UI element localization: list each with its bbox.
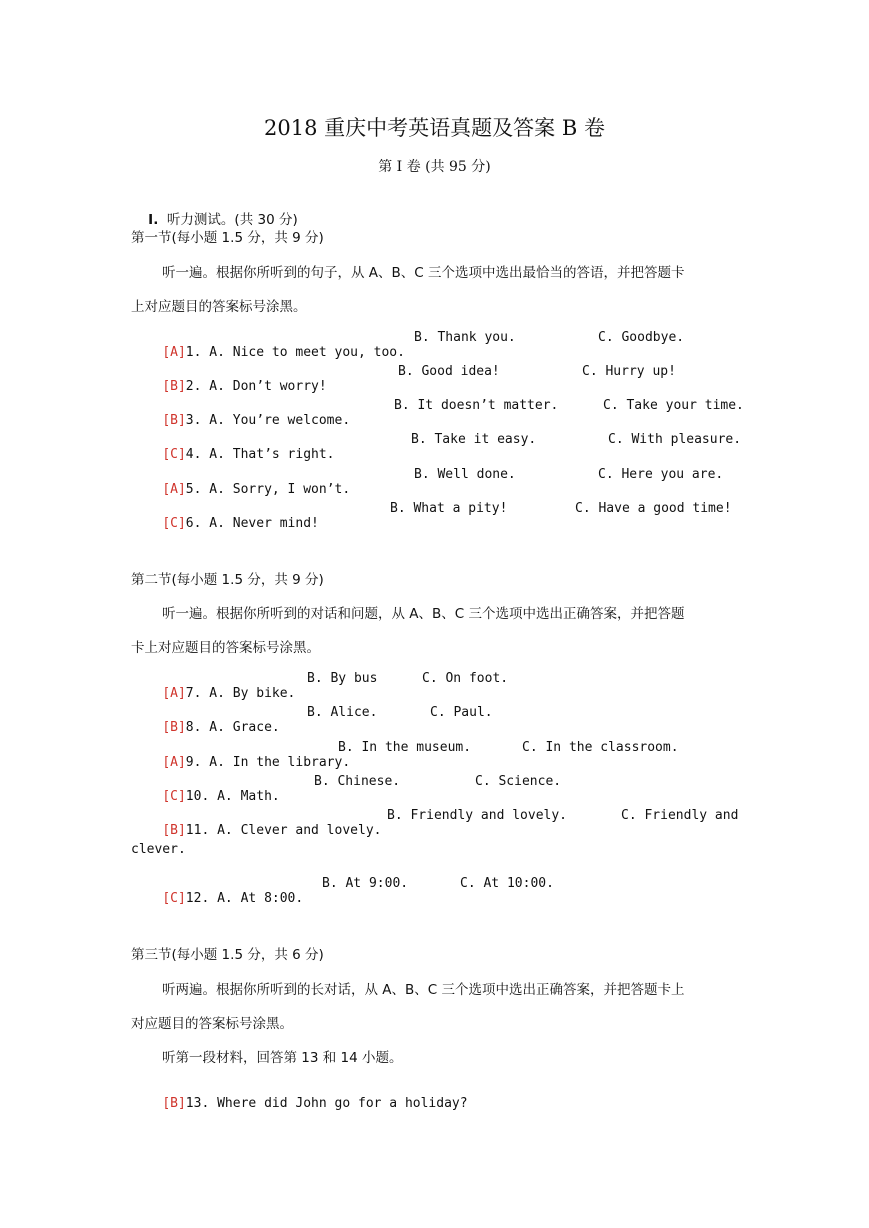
option-b: B. Chinese.	[314, 774, 401, 789]
option-a: A. Don’t worry!	[209, 379, 327, 394]
option-a: A. That’s right.	[209, 447, 335, 462]
option-a: A. Clever and lovely.	[217, 823, 382, 838]
section3-instruction-line2: 对应题目的答案标号涂黑。	[131, 1016, 293, 1032]
section3-sub-instruction: 听第一段材料，回答第 13 和 14 小题。	[162, 1050, 403, 1066]
question-number: 5.	[185, 482, 202, 497]
option-c: C. On foot.	[422, 671, 509, 686]
question-number: 12.	[185, 891, 210, 906]
option-b: B. Thank you.	[414, 330, 516, 345]
option-c: C. At 10:00.	[460, 876, 554, 891]
answer-key: [A]	[162, 686, 186, 701]
question-number: 1.	[185, 345, 202, 360]
answer-key: [C]	[162, 516, 186, 531]
option-c: C. Paul.	[430, 705, 493, 720]
question-number: 11.	[185, 823, 210, 838]
question-12	[131, 876, 303, 921]
section2-instruction-line2: 卡上对应题目的答案标号涂黑。	[131, 640, 320, 656]
answer-key: [C]	[162, 789, 186, 804]
section1-instruction-line2: 上对应题目的答案标号涂黑。	[131, 299, 307, 315]
answer-key: [B]	[162, 1096, 186, 1111]
section1-instruction-line1: 听一遍。根据你所听到的句子，从 A、B、C 三个选项中选出最恰当的答语，并把答题卡	[162, 265, 685, 281]
option-a: A. In the library.	[209, 755, 351, 770]
option-c: C. Here you are.	[598, 467, 724, 482]
option-c-continued: clever.	[131, 842, 186, 857]
option-a: A. Nice to meet you, too.	[209, 345, 405, 360]
option-a: A. Grace.	[209, 720, 280, 735]
option-b: B. It doesn’t matter.	[394, 398, 559, 413]
option-b: B. Take it easy.	[411, 432, 537, 447]
option-b: B. Good idea!	[398, 364, 500, 379]
answer-key: [A]	[162, 482, 186, 497]
question-13	[131, 1081, 468, 1126]
answer-key: [B]	[162, 720, 186, 735]
option-c: C. Take your time.	[603, 398, 744, 413]
option-a: A. At 8:00.	[217, 891, 304, 906]
part1-label: I.	[148, 212, 159, 228]
option-a: A. By bike.	[209, 686, 296, 701]
option-c: C. Friendly and	[621, 808, 739, 823]
question-number: 9.	[185, 755, 202, 770]
option-c: C. Goodbye.	[598, 330, 685, 345]
option-a: A. Math.	[217, 789, 280, 804]
section3-instruction-line1: 听两遍。根据你所听到的长对话，从 A、B、C 三个选项中选出正确答案，并把答题卡上	[162, 982, 685, 998]
question-number: 10.	[185, 789, 210, 804]
option-b: B. Alice.	[307, 705, 378, 720]
question-number: 8.	[185, 720, 202, 735]
option-c: C. Have a good time!	[575, 501, 732, 516]
option-c: C. Hurry up!	[582, 364, 676, 379]
page-title: 2018 重庆中考英语真题及答案 B 卷	[264, 116, 605, 140]
answer-key: [B]	[162, 379, 186, 394]
page-subtitle: 第 I 卷 (共 95 分)	[378, 159, 491, 175]
answer-key: [B]	[162, 413, 186, 428]
option-c: C. With pleasure.	[608, 432, 742, 447]
question-number: 13.	[185, 1096, 210, 1111]
question-number: 3.	[185, 413, 202, 428]
option-b: B. Friendly and lovely.	[387, 808, 568, 823]
question-number: 4.	[185, 447, 202, 462]
question-number: 7.	[185, 686, 202, 701]
question-text: Where did John go for a holiday?	[217, 1096, 468, 1111]
option-c: C. In the classroom.	[522, 740, 679, 755]
option-b: B. Well done.	[414, 467, 516, 482]
section1-heading: 第一节(每小题 1.5 分，共 9 分)	[131, 230, 324, 246]
option-a: A. Sorry, I won’t.	[209, 482, 351, 497]
section3-heading: 第三节(每小题 1.5 分，共 6 分)	[131, 947, 324, 963]
answer-key: [A]	[162, 345, 186, 360]
question-6	[131, 501, 319, 546]
option-b: B. What a pity!	[390, 501, 508, 516]
question-number: 2.	[185, 379, 202, 394]
option-c: C. Science.	[475, 774, 562, 789]
answer-key: [B]	[162, 823, 186, 838]
option-a: A. Never mind!	[209, 516, 319, 531]
option-b: B. By bus	[307, 671, 378, 686]
option-a: A. You’re welcome.	[209, 413, 351, 428]
answer-key: [A]	[162, 755, 186, 770]
section2-instruction-line1: 听一遍。根据你所听到的对话和问题，从 A、B、C 三个选项中选出正确答案，并把答题	[162, 606, 685, 622]
answer-key: [C]	[162, 447, 186, 462]
answer-key: [C]	[162, 891, 186, 906]
option-b: B. In the museum.	[338, 740, 472, 755]
part1-heading: 听力测试。(共 30 分)	[166, 212, 298, 228]
option-b: B. At 9:00.	[322, 876, 409, 891]
question-number: 6.	[185, 516, 202, 531]
section2-heading: 第二节(每小题 1.5 分，共 9 分)	[131, 572, 324, 588]
